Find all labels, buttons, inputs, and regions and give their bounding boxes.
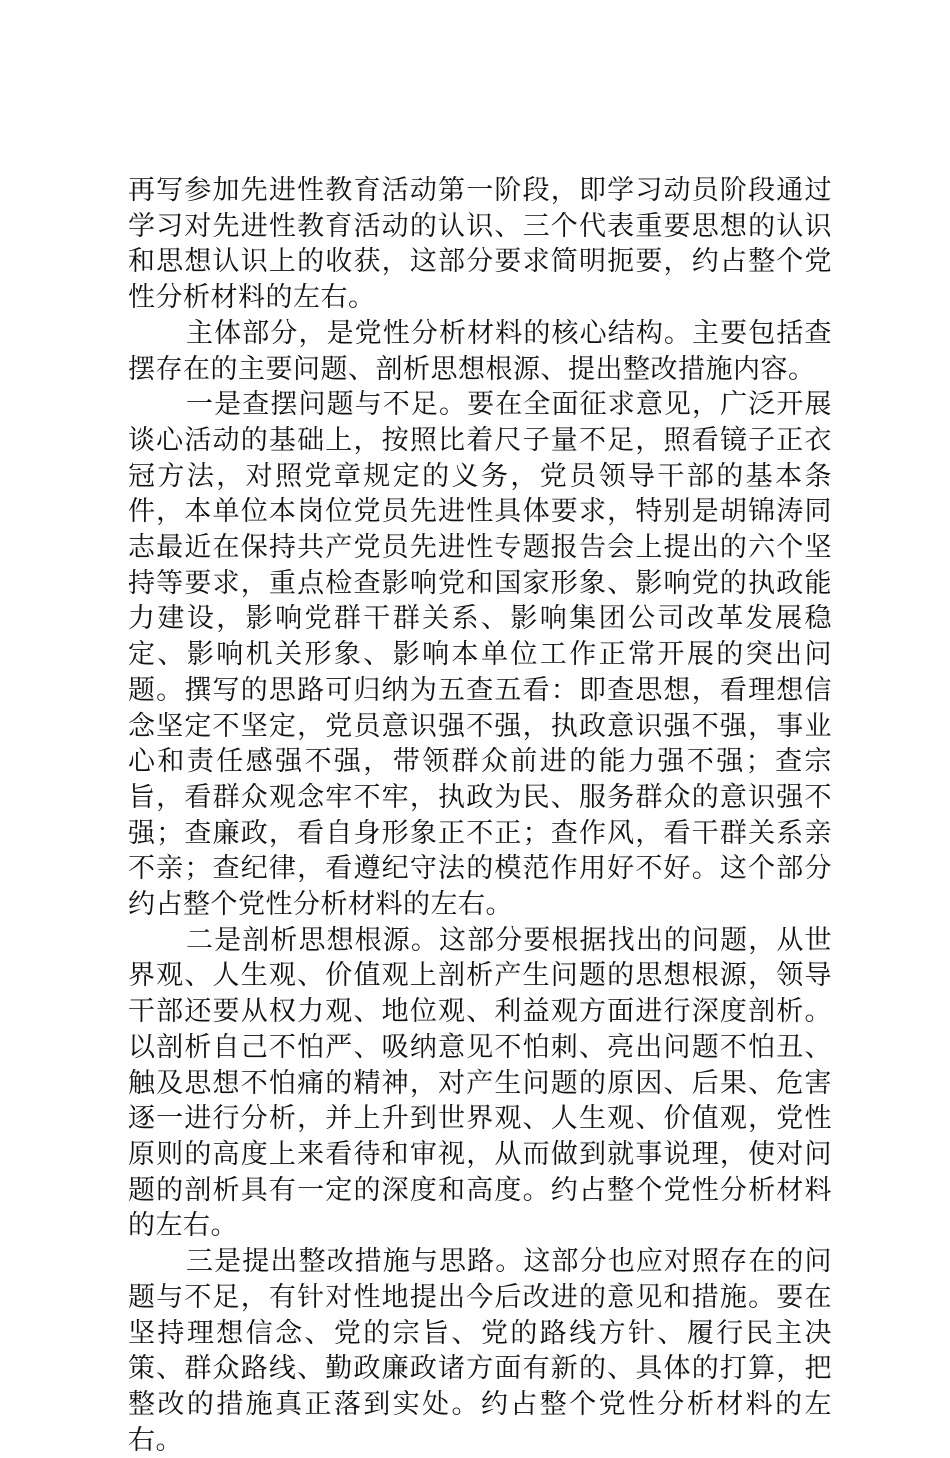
document-body <box>128 173 832 1458</box>
paragraph-measures: 三是提出整改措施与思路。这部分也应对照存在的问题与不足，有针对性地提出今后改进的意见和措施。要在坚持理想信念、党的宗旨、党的路线方针、履行民主决策、群众路线、勤政廉政诸方面有新的、具体的打算，把整改的措施真正落到实处。约占整个党性分析材料的左右。 <box>128 1246 832 1456</box>
paragraph-problems: 一是查摆问题与不足。要在全面征求意见，广泛开展谈心活动的基础上，按照比着尺子量不足，照看镜子正衣冠方法，对照党章规定的义务，党员领导干部的基本条件，本单位本岗位党员先进性具体要求，特别是胡锦涛同志最近在保持共产党员先进性专题报告会上提出的六个坚持等要求，重点检查影响党和国家形象、影响党的执政能力建设，影响党群干群关系、影响集团公司改革发展稳定、影响机关形象、影响本单位工作正常开展的突出问题。撰写的思路可归纳为五查五看：即查思想，看理想信念坚定不坚定，党员意识强不强，执政意识强不强，事业心和责任感强不强，带领群众前进的能力强不强；查宗旨，看群众观念牢不牢，执政为民、服务群众的意识强不强；查廉政，看自身形象正不正；查作风，看干群关系亲不亲；查纪律，看遵纪守法的模范作用好不好。这个部分约占整个党性分析材料的左右。 <box>128 389 832 921</box>
paragraph-root-causes: 二是剖析思想根源。这部分要根据找出的问题，从世界观、人生观、价值观上剖析产生问题的思想根源，领导干部还要从权力观、地位观、利益观方面进行深度剖析。以剖析自己不怕严、吸纳意见不怕刺、亮出问题不怕丑、触及思想不怕痛的精神，对产生问题的原因、后果、危害逐一进行分析，并上升到世界观、人生观、价值观，党性原则的高度上来看待和审视，从而做到就事说理，使对问题的剖析具有一定的深度和高度。约占整个党性分析材料的左右。 <box>128 924 832 1242</box>
paragraph-main-body: 主体部分，是党性分析材料的核心结构。主要包括查摆存在的主要问题、剖析思想根源、提出整改措施内容。 <box>128 317 832 385</box>
paragraph-intro: 再写参加先进性教育活动第一阶段，即学习动员阶段通过学习对先进性教育活动的认识、三个代表重要思想的认识和思想认识上的收获，这部分要求简明扼要，约占整个党性分析材料的左右。 <box>128 175 832 314</box>
